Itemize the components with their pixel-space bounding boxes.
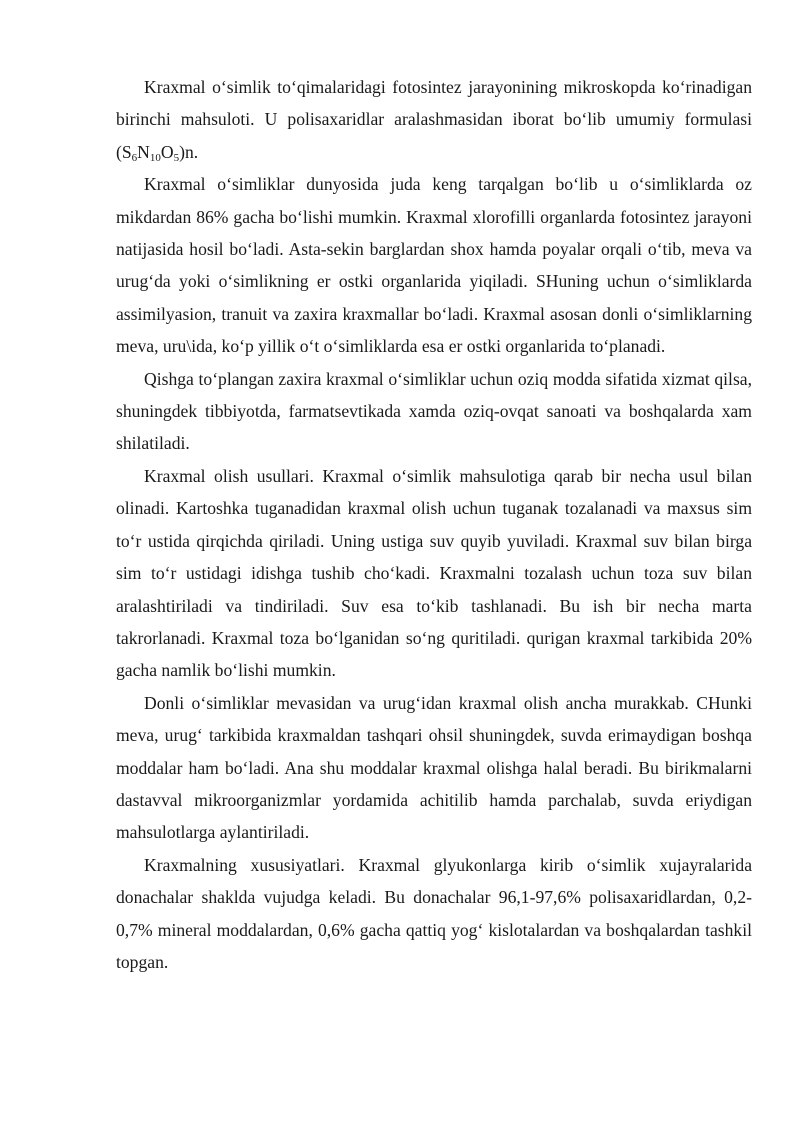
formula-element-2: N [137,141,150,162]
document-page [116,71,752,978]
chemical-formula [116,142,198,162]
paragraph-1-text: Kraxmal o‘simlik to‘qimalaridagi fotosintez jarayonining mikroskopda ko‘rinadigan birinchi mahsuloti. U polisaxaridlar aralashmasidan iborat bo‘lib umumiy formulasi [116,77,752,130]
paragraph-4: Kraxmal olish usullari. Kraxmal o‘simlik mahsulotiga qarab bir necha usul bilan olinadi. Kartoshka tuganadidan kraxmal olish uchun tuganak tozalanadi va maxsus sim to‘r ustida qirqichda qiriladi. Uning ustiga suv quyib yuviladi. Kraxmal suv bilan birga sim to‘r ustidagi idishga tushib cho‘kadi. Kraxmalni tozalash uchun toza suv bilan aralashtiriladi va tindiriladi. Suv esa to‘kib tashlanadi. Bu ish bir necha marta takrorlanadi. Kraxmal toza bo‘lganidan so‘ng quritiladi. qurigan kraxmal tarkibida 20% gacha namlik bo‘lishi mumkin. [116,465,752,681]
paragraph-6: Kraxmalning xususiyatlari. Kraxmal glyukonlarga kirib o‘simlik xujayralarida donachalar shaklda vujudga keladi. Bu donachalar 96,1-97,6% polisaxaridlardan, 0,2-0,7% mineral moddalardan, 0,6% gacha qattiq yog‘ kislotalardan va boshqalardan tashkil topgan. [116,854,752,972]
formula-sub-3: 5 [173,151,180,164]
formula-sub-2: 10 [149,151,161,164]
paragraph-3: Qishga to‘plangan zaxira kraxmal o‘simliklar uchun oziq modda sifatida xizmat qilsa, shuningdek tibbiyotda, farmatsevtikada xamda oziq-ovqat sanoati va boshqalarda xam shilatiladi. [116,368,752,454]
paragraph-1 [116,71,752,168]
formula-close: )n. [179,141,199,162]
formula-element-3: O [160,141,174,162]
paragraph-2: Kraxmal o‘simliklar dunyosida juda keng tarqalgan bo‘lib u o‘simliklarda oz mikdardan 86% gacha bo‘lishi mumkin. Kraxmal xlorofilli organlarda fotosintez jarayoni natijasida hosil bo‘ladi. Asta-sekin barglardan shox hamda poyalar orqali o‘tib, meva va urug‘da yoki o‘simlikning er ostki organlarida yiqiladi. SHuning uchun o‘simliklarda assimilyasion, tranuit va zaxira kraxmallar bo‘ladi. Kraxmal asosan donli o‘simliklarning meva, uru\ida, ko‘p yillik o‘t o‘simliklarda esa er ostki organlarida to‘planadi. [116,174,752,357]
formula-sub-1: 6 [131,151,138,164]
formula-open: (S [116,141,132,162]
paragraph-5: Donli o‘simliklar mevasidan va urug‘idan kraxmal olish ancha murakkab. CHunki meva, urug‘ tarkibida kraxmaldan tashqari ohsil shuningdek, suvda erimaydigan boshqa moddalar ham bo‘ladi. Ana shu moddalar kraxmal olishga halal beradi. Bu birikmalarni dastavval mikroorganizmlar yordamida achitilib hamda parchalab, suvda eriydigan mahsulotlarga aylantiriladi. [116,692,752,843]
